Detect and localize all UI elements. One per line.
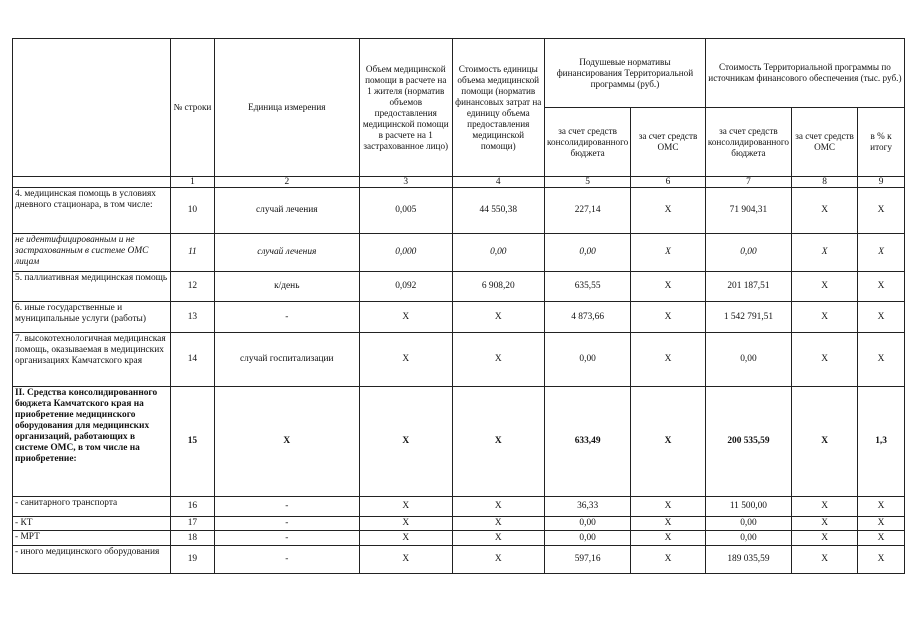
row-per-capita-oms: Х: [631, 546, 706, 574]
row-cost-budget: 1 542 791,51: [705, 302, 791, 333]
row-per-capita-budget: 0,00: [545, 234, 631, 272]
row-number: 19: [171, 546, 214, 574]
header-row-top: [13, 39, 905, 108]
row-volume: Х: [360, 497, 453, 517]
program-cost-table: [12, 38, 905, 574]
row-per-capita-oms: Х: [631, 387, 706, 497]
row-per-capita-budget: 633,49: [545, 387, 631, 497]
row-cost-oms: Х: [792, 517, 858, 531]
row-cost-budget: 11 500,00: [705, 497, 791, 517]
row-per-capita-budget: 4 873,66: [545, 302, 631, 333]
row-name: - иного медицинского оборудования: [13, 546, 171, 574]
row-name: II. Средства консолидированного бюджета Камчатского края на приобретение медицинского оборудования для медицинских организаций, работающих в системе ОМС, в том числе на приобретение:: [13, 387, 171, 497]
col-number-blank: [13, 177, 171, 188]
row-unit: случай лечения: [214, 234, 359, 272]
row-unit-cost: Х: [452, 333, 545, 387]
table-row: [13, 497, 905, 517]
row-volume: Х: [360, 333, 453, 387]
header-col7: за счет средств консолидированного бюджета: [705, 108, 791, 177]
row-per-capita-oms: Х: [631, 517, 706, 531]
row-per-capita-oms: Х: [631, 188, 706, 234]
row-name: не идентифицированным и не застрахованным в системе ОМС лицам: [13, 234, 171, 272]
header-per-capita-group: Подушевые нормативы финансирования Территориальной программы (руб.): [545, 39, 706, 108]
table-row: [13, 333, 905, 387]
row-per-capita-oms: Х: [631, 497, 706, 517]
row-unit: случай госпитализации: [214, 333, 359, 387]
table-row: [13, 234, 905, 272]
row-cost-oms: Х: [792, 272, 858, 302]
row-volume: Х: [360, 302, 453, 333]
table-row: [13, 531, 905, 546]
row-unit: -: [214, 497, 359, 517]
row-unit-cost: Х: [452, 517, 545, 531]
row-number: 18: [171, 531, 214, 546]
header-unit-cost: Стоимость единицы объема медицинской помощи (норматив финансовых затрат на единицу объема предоставления медицинской помощи): [452, 39, 545, 177]
row-volume: Х: [360, 546, 453, 574]
row-cost-oms: Х: [792, 333, 858, 387]
row-cost-budget: 201 187,51: [705, 272, 791, 302]
row-cost-budget: 0,00: [705, 333, 791, 387]
row-per-capita-oms: Х: [631, 333, 706, 387]
row-percent: 1,3: [858, 387, 905, 497]
table-row: [13, 272, 905, 302]
row-name: - санитарного транспорта: [13, 497, 171, 517]
row-unit: к/день: [214, 272, 359, 302]
row-percent: Х: [858, 272, 905, 302]
row-volume: Х: [360, 517, 453, 531]
row-name: 7. высокотехнологичная медицинская помощь, оказываемая в медицинских организациях Камчатского края: [13, 333, 171, 387]
row-name: 5. паллиативная медицинская помощь: [13, 272, 171, 302]
row-percent: Х: [858, 517, 905, 531]
header-name-cell: [13, 39, 171, 177]
row-name: 6. иные государственные и муниципальные услуги (работы): [13, 302, 171, 333]
row-name: 4. медицинская помощь в условиях дневного стационара, в том числе:: [13, 188, 171, 234]
row-volume: Х: [360, 387, 453, 497]
header-col6: за счет средств ОМС: [631, 108, 706, 177]
row-per-capita-budget: 0,00: [545, 531, 631, 546]
header-unit: Единица измерения: [214, 39, 359, 177]
header-col9: в % к итогу: [858, 108, 905, 177]
row-unit: -: [214, 302, 359, 333]
row-per-capita-oms: Х: [631, 531, 706, 546]
row-volume: 0,005: [360, 188, 453, 234]
table-row: [13, 302, 905, 333]
row-volume: 0,092: [360, 272, 453, 302]
col-number: 2: [214, 177, 359, 188]
row-unit-cost: Х: [452, 302, 545, 333]
row-cost-budget: 0,00: [705, 517, 791, 531]
row-cost-budget: 189 035,59: [705, 546, 791, 574]
row-unit: случай лечения: [214, 188, 359, 234]
row-unit-cost: Х: [452, 531, 545, 546]
row-per-capita-budget: 635,55: [545, 272, 631, 302]
row-cost-oms: Х: [792, 234, 858, 272]
row-percent: Х: [858, 188, 905, 234]
row-number: 11: [171, 234, 214, 272]
row-unit: Х: [214, 387, 359, 497]
col-number: 7: [705, 177, 791, 188]
col-number: 4: [452, 177, 545, 188]
table-row: [13, 387, 905, 497]
header-col5: за счет средств консолидированного бюджета: [545, 108, 631, 177]
header-volume: Объем медицинской помощи в расчете на 1 жителя (норматив объемов предоставления медицинской помощи в расчете на 1 застрахованное лицо): [360, 39, 453, 177]
row-per-capita-oms: Х: [631, 234, 706, 272]
row-number: 10: [171, 188, 214, 234]
row-name: - МРТ: [13, 531, 171, 546]
column-number-row: [13, 177, 905, 188]
col-number: 5: [545, 177, 631, 188]
row-per-capita-budget: 0,00: [545, 333, 631, 387]
row-number: 13: [171, 302, 214, 333]
row-per-capita-budget: 227,14: [545, 188, 631, 234]
row-unit: -: [214, 531, 359, 546]
row-unit-cost: 6 908,20: [452, 272, 545, 302]
col-number: 8: [792, 177, 858, 188]
row-unit-cost: Х: [452, 387, 545, 497]
table-row: [13, 517, 905, 531]
row-unit-cost: 0,00: [452, 234, 545, 272]
row-number: 12: [171, 272, 214, 302]
col-number: 3: [360, 177, 453, 188]
table-row: [13, 546, 905, 574]
row-percent: Х: [858, 546, 905, 574]
row-name: - КТ: [13, 517, 171, 531]
row-cost-budget: 200 535,59: [705, 387, 791, 497]
row-unit-cost: Х: [452, 497, 545, 517]
row-percent: Х: [858, 302, 905, 333]
col-number: 9: [858, 177, 905, 188]
row-cost-oms: Х: [792, 497, 858, 517]
row-number: 17: [171, 517, 214, 531]
col-number: 1: [171, 177, 214, 188]
row-number: 16: [171, 497, 214, 517]
row-percent: Х: [858, 531, 905, 546]
row-per-capita-oms: Х: [631, 302, 706, 333]
row-number: 15: [171, 387, 214, 497]
row-cost-oms: Х: [792, 531, 858, 546]
row-per-capita-budget: 597,16: [545, 546, 631, 574]
table-row: [13, 188, 905, 234]
row-number: 14: [171, 333, 214, 387]
header-program-cost-group: Стоимость Территориальной программы по источникам финансового обеспечения (тыс. руб.): [705, 39, 904, 108]
row-percent: Х: [858, 497, 905, 517]
row-cost-oms: Х: [792, 188, 858, 234]
row-unit-cost: Х: [452, 546, 545, 574]
col-number: 6: [631, 177, 706, 188]
document-page: [12, 38, 905, 574]
row-unit: -: [214, 517, 359, 531]
row-cost-oms: Х: [792, 546, 858, 574]
row-cost-budget: 0,00: [705, 234, 791, 272]
row-per-capita-budget: 36,33: [545, 497, 631, 517]
row-percent: Х: [858, 234, 905, 272]
row-cost-oms: Х: [792, 302, 858, 333]
row-unit-cost: 44 550,38: [452, 188, 545, 234]
row-percent: Х: [858, 333, 905, 387]
row-per-capita-oms: Х: [631, 272, 706, 302]
row-unit: -: [214, 546, 359, 574]
row-volume: Х: [360, 531, 453, 546]
row-cost-oms: Х: [792, 387, 858, 497]
row-volume: 0,000: [360, 234, 453, 272]
row-per-capita-budget: 0,00: [545, 517, 631, 531]
row-cost-budget: 71 904,31: [705, 188, 791, 234]
row-cost-budget: 0,00: [705, 531, 791, 546]
header-row-number: № строки: [171, 39, 214, 177]
header-col8: за счет средств ОМС: [792, 108, 858, 177]
